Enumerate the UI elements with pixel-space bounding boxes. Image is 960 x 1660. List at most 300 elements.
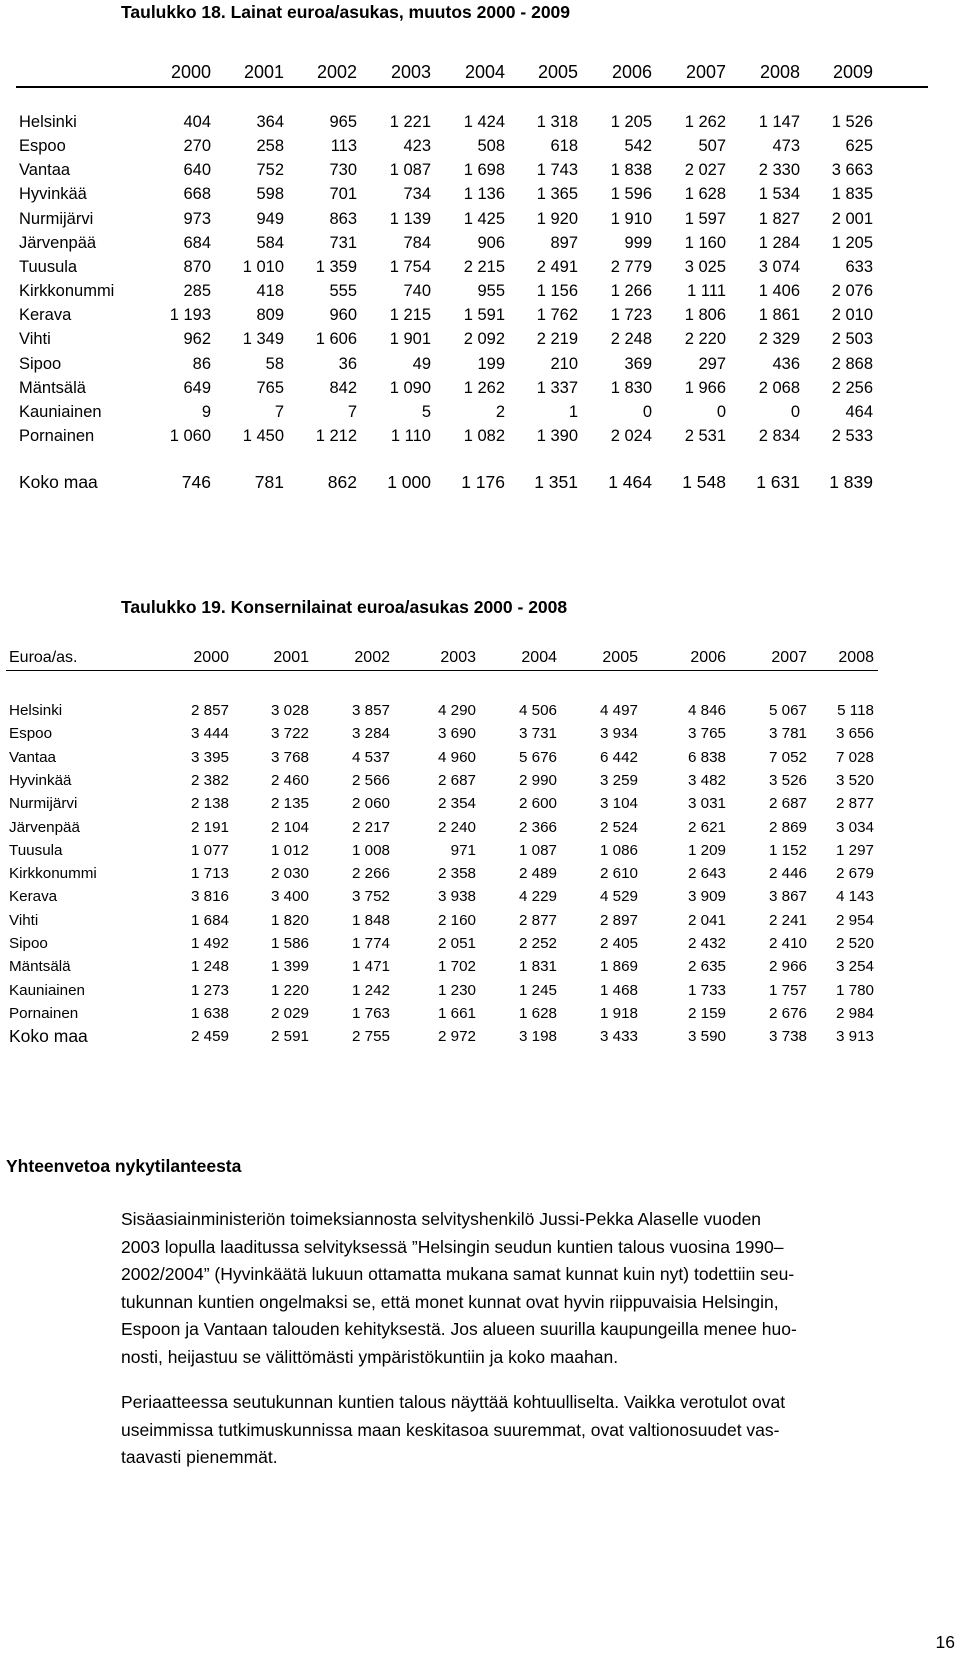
table18-cell: 2 248 [610, 330, 652, 349]
table18-cell: 49 [412, 354, 431, 373]
table19-cell: 2 489 [518, 865, 557, 883]
table19-cell: 3 433 [599, 1028, 638, 1046]
table19-row-label: Kauniainen [9, 981, 86, 999]
table18-year-header: 2004 [464, 62, 505, 82]
table19-row [6, 958, 878, 982]
table19-cell: 2 191 [190, 818, 229, 836]
table19-cell: 2 524 [599, 818, 638, 836]
table18-cell: 906 [477, 233, 505, 252]
table18-row-label: Sipoo [19, 354, 62, 373]
table19-cell: 2 643 [687, 865, 726, 883]
table18-cell: 1 966 [684, 378, 726, 397]
table18-row [16, 306, 928, 331]
table18-year-header: 2009 [832, 62, 873, 82]
table19-cell: 1 471 [351, 958, 390, 976]
table18-cell: 1 205 [610, 113, 652, 131]
table19-cell: 2 954 [835, 911, 874, 929]
table18-row [16, 355, 928, 380]
table19-row-label: Hyvinkää [9, 771, 72, 789]
table19-cell: 3 867 [768, 888, 807, 906]
table18-cell: 2 [495, 402, 505, 421]
table19-cell: 1 220 [270, 981, 309, 999]
table19-cell: 3 034 [835, 818, 874, 836]
table19-cell: 2 241 [768, 911, 807, 929]
table19-cell: 1 399 [270, 958, 309, 976]
table19-row [6, 912, 878, 936]
table18-cell: 2 076 [831, 282, 873, 301]
table19-cell: 2 984 [835, 1004, 874, 1022]
table19-cell: 3 254 [835, 958, 874, 976]
table19-row [6, 772, 878, 796]
table18-cell: 2 531 [684, 426, 726, 445]
table19-cell: 2 405 [599, 935, 638, 952]
table18-row-label: Pornainen [19, 426, 95, 445]
table19-cell: 2 060 [351, 795, 390, 813]
table18-cell: 731 [329, 233, 357, 252]
table18-cell: 1 597 [684, 209, 726, 228]
table19-cell: 3 028 [270, 702, 309, 719]
table18-cell: 960 [329, 306, 357, 325]
table18-cell: 1 698 [463, 161, 505, 180]
table19-cell: 7 028 [835, 748, 874, 766]
table19-cell: 1 273 [190, 981, 229, 999]
table18-cell: 1 596 [610, 185, 652, 204]
table18-row-label: Kirkkonummi [19, 282, 115, 301]
table19-cell: 3 520 [835, 771, 874, 789]
table19-cell: 2 566 [351, 771, 390, 789]
table19-cell: 2 217 [351, 818, 390, 836]
table18-cell: 1 464 [608, 472, 652, 492]
table18-cell: 36 [338, 354, 357, 373]
table19-cell: 3 857 [351, 702, 390, 719]
table18-cell: 1 910 [610, 209, 652, 228]
table18-cell: 999 [624, 233, 652, 252]
table18-cell: 870 [183, 257, 211, 276]
table19-cell: 2 446 [768, 865, 807, 883]
table18-row-label: Järvenpää [19, 233, 97, 252]
table19-cell: 3 752 [351, 888, 390, 906]
table19-cell: 1 684 [190, 911, 229, 929]
table19-cell: 2 358 [437, 865, 476, 883]
table18-cell: 1 743 [536, 161, 578, 180]
table18-cell: 1 136 [463, 185, 505, 204]
table18-cell: 684 [183, 233, 211, 252]
table18-row [16, 379, 928, 404]
table19-row [6, 982, 878, 1006]
table18-cell: 618 [550, 137, 578, 156]
table18-cell: 0 [790, 402, 800, 421]
table19-cell: 1 733 [687, 981, 726, 999]
table18-cell: 1 450 [242, 426, 284, 445]
table19-year-header: 2001 [273, 649, 309, 666]
table19-cell: 2 755 [351, 1028, 390, 1046]
table19-cell: 1 152 [768, 841, 807, 859]
table19-cell: 4 506 [518, 702, 557, 719]
table18-year-header: 2002 [316, 62, 357, 82]
table18-cell: 1 205 [831, 233, 873, 252]
table19-cell: 5 067 [768, 702, 807, 719]
table18-cell: 1 [568, 402, 578, 421]
table18-year-header: 2000 [170, 62, 211, 82]
table18-cell: 86 [192, 354, 211, 373]
table18-cell: 1 754 [389, 257, 431, 276]
table19-cell: 1 848 [351, 911, 390, 929]
table19-row [6, 888, 878, 912]
table18-row [16, 427, 928, 452]
table19-year-header: 2007 [771, 649, 807, 666]
table19-cell: 2 104 [270, 818, 309, 836]
table19-cell: 3 722 [270, 725, 309, 743]
table18-cell: 58 [265, 354, 284, 373]
table18-cell: 809 [256, 306, 284, 325]
table19-cell: 3 198 [518, 1028, 557, 1046]
table18-cell: 1 139 [389, 209, 431, 228]
table19-cell: 971 [450, 841, 476, 859]
table19-cell: 3 765 [687, 725, 726, 743]
table18-cell: 640 [183, 161, 211, 180]
table18-cell: 2 092 [463, 330, 505, 349]
table18-row-label: Kerava [19, 306, 72, 325]
table18-cell: 740 [403, 282, 431, 301]
table19-cell: 3 690 [437, 725, 476, 743]
table18-cell: 842 [329, 378, 357, 397]
table19-cell: 2 460 [270, 771, 309, 789]
table19-cell: 3 938 [437, 888, 476, 906]
table19-cell: 2 410 [768, 935, 807, 952]
table18-cell: 752 [256, 161, 284, 180]
table18-cell: 598 [256, 185, 284, 204]
table18-cell: 781 [254, 472, 284, 492]
table18-cell: 404 [183, 113, 211, 131]
table18-cell: 962 [183, 330, 211, 349]
table19-cell: 5 118 [837, 702, 874, 719]
table18-cell: 507 [698, 137, 726, 156]
table18-cell: 1 082 [463, 426, 505, 445]
table18-cell: 1 839 [829, 472, 873, 492]
table19-cell: 2 972 [437, 1028, 476, 1046]
table18-cell: 1 631 [756, 472, 800, 492]
table18-cell: 2 027 [684, 161, 726, 180]
table18-header [16, 60, 928, 88]
table19-cell: 2 138 [190, 795, 229, 813]
table19-year-header: 2004 [521, 649, 557, 666]
table19-row-label: Pornainen [9, 1004, 79, 1022]
table18-cell: 0 [642, 402, 652, 421]
table18-cell: 863 [329, 209, 357, 228]
table19-cell: 1 008 [351, 841, 390, 859]
table18-cell: 1 830 [610, 378, 652, 397]
table19-row-label: Sipoo [9, 935, 48, 952]
table19-year-header: 2000 [193, 649, 229, 666]
paragraph-line: 2003 lopulla laaditussa selvityksessä ”Helsingin seudun kuntien talous vuosina 1990– [121, 1236, 784, 1257]
table19-title: Taulukko 19. Konsernilainat euroa/asukas 2000 - 2008 [121, 597, 568, 617]
table19-cell: 2 160 [437, 911, 476, 929]
table18-row [16, 234, 928, 259]
paragraph-line: Periaatteessa seutukunnan kuntien talous näyttää kohtuulliselta. Vaikka verotulot ovat [121, 1392, 786, 1412]
table18-cell: 555 [329, 282, 357, 301]
table18-cell: 897 [550, 233, 578, 252]
table18-row-label: Vihti [19, 330, 51, 349]
table19-cell: 2 252 [518, 935, 557, 952]
table19-cell: 1 820 [270, 911, 309, 929]
table18-cell: 1 087 [389, 161, 431, 180]
table18-cell: 730 [329, 161, 357, 180]
table18-cell: 701 [329, 185, 357, 204]
table18-cell: 364 [256, 113, 284, 131]
table19-row-label: Espoo [9, 725, 53, 743]
table18-cell: 625 [845, 137, 873, 156]
table19-cell: 2 382 [190, 771, 229, 789]
table18-cell: 1 215 [389, 306, 431, 325]
table19-cell: 1 297 [835, 841, 874, 859]
table19-row-label: Mäntsälä [9, 958, 71, 976]
table19-row [6, 842, 878, 866]
table19-cell: 1 087 [518, 841, 557, 859]
paragraph-line: 2002/2004” (Hyvinkäätä lukuun ottamatta mukana samat kunnat kuin nyt) todettiin seu- [121, 1264, 795, 1284]
table18-row [16, 210, 928, 235]
table18-cell: 1 351 [534, 472, 578, 492]
table19-cell: 3 816 [190, 888, 229, 906]
table19-cell: 1 713 [190, 865, 229, 883]
table19-cell: 2 687 [768, 795, 807, 813]
table19-cell: 2 621 [687, 818, 726, 836]
table18-cell: 3 663 [831, 161, 873, 180]
table19-row-label: Kirkkonummi [9, 865, 97, 883]
table18-cell: 473 [772, 137, 800, 156]
table18-row-label: Helsinki [19, 113, 77, 131]
table18-cell: 1 806 [684, 306, 726, 325]
table19-cell: 2 897 [599, 911, 638, 929]
table18-row [16, 137, 928, 162]
table18-cell: 1 266 [610, 282, 652, 301]
paragraph-line: Espoon ja Vantaan talouden kehityksestä. Jos alueen suurilla kaupungeilla menee huo- [121, 1319, 797, 1339]
table19-cell: 1 831 [518, 958, 557, 976]
table19-year-header: 2003 [440, 649, 476, 666]
table18-cell: 784 [403, 233, 431, 252]
table19-total-row [6, 1028, 878, 1052]
table18-cell: 1 110 [390, 426, 431, 445]
table19-row [6, 935, 878, 959]
paragraph-line: useimmissa tutkimuskunnissa maan keskitasoa suuremmat, ovat valtionosuudet vas- [121, 1419, 780, 1440]
table19-cell: 4 960 [437, 748, 476, 766]
table19-cell: 4 290 [437, 702, 476, 719]
table18-cell: 1 526 [831, 113, 873, 131]
table19-cell: 2 240 [437, 818, 476, 836]
table19-cell: 3 781 [768, 725, 807, 743]
table19-cell: 1 012 [270, 841, 309, 859]
table19-cell: 2 687 [437, 771, 476, 789]
table18-cell: 199 [477, 354, 505, 373]
table18-cell: 633 [845, 257, 873, 276]
table19-cell: 1 869 [599, 958, 638, 976]
table18-year-header: 2006 [611, 62, 652, 82]
table19-cell: 3 738 [768, 1028, 807, 1046]
table19-row [6, 1005, 878, 1029]
table18-cell: 1 827 [758, 209, 800, 228]
table19-cell: 1 586 [270, 935, 309, 952]
table18-cell: 584 [256, 233, 284, 252]
table19-cell: 3 731 [518, 725, 557, 743]
table19-cell: 2 877 [518, 911, 557, 929]
table18-cell: 2 491 [536, 257, 578, 276]
table18-row-label: Hyvinkää [19, 185, 87, 204]
table19-row [6, 865, 878, 889]
table19-cell: 3 909 [687, 888, 726, 906]
table18-cell: 2 330 [758, 161, 800, 180]
table19-cell: 3 259 [599, 771, 638, 789]
table18-row-label: Nurmijärvi [19, 209, 94, 228]
table19-cell: 4 497 [599, 702, 638, 719]
table19-cell: 1 242 [351, 981, 390, 999]
table18-cell: 1 176 [461, 472, 505, 492]
table18-cell: 436 [772, 354, 800, 373]
table18-cell: 1 835 [831, 185, 873, 204]
table18-cell: 542 [624, 137, 652, 156]
table18-row-label: Espoo [19, 137, 66, 156]
table18-header-rule [16, 86, 928, 88]
table18-cell: 862 [327, 472, 357, 492]
table18-row [16, 258, 928, 283]
table18-cell: 1 318 [536, 113, 578, 131]
table18-year-header: 2003 [390, 62, 431, 82]
table19-cell: 1 086 [599, 841, 638, 859]
table19-year-header: 2002 [354, 649, 390, 666]
table19-cell: 1 702 [437, 958, 476, 976]
table18-cell: 1 534 [758, 185, 800, 204]
table19-cell: 6 442 [599, 748, 638, 766]
table18-row-label: Vantaa [19, 161, 71, 180]
table19-cell: 1 661 [437, 1004, 476, 1022]
table18-cell: 1 591 [463, 306, 505, 325]
table18-cell: 423 [403, 137, 431, 156]
table18-cell: 3 025 [684, 257, 726, 276]
table18-cell: 297 [698, 354, 726, 373]
table18-cell: 285 [183, 282, 211, 301]
table18-cell: 1 212 [315, 426, 357, 445]
table18-cell: 2 533 [831, 426, 873, 445]
table19-row [6, 795, 878, 819]
table18-cell: 955 [477, 282, 505, 301]
table18-year-header: 2005 [537, 62, 578, 82]
table18-cell: 649 [183, 378, 211, 397]
table18-cell: 1 262 [684, 113, 726, 131]
table18-cell: 210 [550, 354, 578, 373]
table18-cell: 949 [256, 209, 284, 228]
table18-cell: 2 868 [831, 354, 873, 373]
table19-row-label: Kerava [9, 888, 58, 906]
table19-cell: 2 432 [687, 935, 726, 952]
table19-cell: 4 537 [351, 748, 390, 766]
table18-cell: 1 723 [610, 306, 652, 325]
table18-row [16, 185, 928, 210]
table18-cell: 464 [845, 402, 873, 421]
table18-row [16, 161, 928, 186]
table19-cell: 1 780 [835, 981, 874, 999]
table19-cell: 2 610 [599, 865, 638, 883]
page-number: 16 [935, 1632, 955, 1652]
table19-row [6, 819, 878, 843]
table18-cell: 1 425 [463, 209, 505, 228]
table19-cell: 1 245 [518, 981, 557, 999]
table19-cell: 3 284 [351, 725, 390, 743]
table18-cell: 1 762 [536, 306, 578, 325]
table18-total-row [16, 472, 928, 497]
table18-cell: 734 [403, 185, 431, 204]
table18-cell: 1 349 [242, 330, 284, 349]
table18-cell: 5 [421, 402, 431, 421]
table18-cell: 1 920 [536, 209, 578, 228]
table19-cell: 2 041 [687, 911, 726, 929]
table19-cell: 7 052 [768, 748, 807, 766]
table18-cell: 1 628 [684, 185, 726, 204]
table18-cell: 668 [183, 185, 211, 204]
table18-row [16, 330, 928, 355]
table18-cell: 1 359 [315, 257, 357, 276]
table18-cell: 2 215 [463, 257, 505, 276]
table18-cell: 2 220 [684, 330, 726, 349]
table19-cell: 2 676 [768, 1004, 807, 1022]
table18-cell: 1 838 [610, 161, 652, 180]
table18-cell: 3 074 [758, 257, 800, 276]
table18-cell: 508 [477, 137, 505, 156]
table19-cell: 4 143 [835, 888, 874, 906]
table19-cell: 3 104 [599, 795, 638, 813]
table18-title: Taulukko 18. Lainat euroa/asukas, muutos 2000 - 2009 [121, 2, 571, 22]
table18-year-header: 2007 [685, 62, 726, 82]
summary-heading: Yhteenvetoa nykytilanteesta [6, 1156, 242, 1176]
table18-cell: 9 [201, 402, 211, 421]
table18-row [16, 282, 928, 307]
table19-cell: 3 768 [270, 748, 309, 766]
table19-row-label: Helsinki [9, 702, 63, 719]
table19-cell: 2 869 [768, 818, 807, 836]
table18-cell: 7 [347, 402, 357, 421]
summary-paragraph-1 [121, 1206, 949, 1371]
table19-cell: 2 600 [518, 795, 557, 813]
table19-cell: 2 366 [518, 818, 557, 836]
table18-cell: 1 424 [463, 113, 505, 131]
table18-cell: 2 834 [758, 426, 800, 445]
table18-cell: 1 193 [169, 306, 211, 325]
table19-cell: 3 400 [270, 888, 309, 906]
table19-row [6, 749, 878, 773]
table19-cell: 2 877 [835, 795, 874, 813]
table19-cell: 2 966 [768, 958, 807, 976]
table19-year-header: 2008 [838, 649, 874, 666]
table19-cell: 3 395 [190, 748, 229, 766]
table19-header [6, 648, 878, 672]
table18-row-label: Mäntsälä [19, 378, 86, 397]
table19-cell: 2 679 [835, 865, 874, 883]
table19-row-label: Vantaa [9, 748, 57, 766]
table19-cell: 1 774 [351, 935, 390, 952]
table19-cell: 1 628 [518, 1004, 557, 1022]
table18-cell: 1 861 [758, 306, 800, 325]
table18-cell: 1 606 [315, 330, 357, 349]
table18-year-header: 2001 [243, 62, 284, 82]
table19-cell: 3 444 [190, 725, 229, 743]
table19-row [6, 702, 878, 726]
table19-cell: 1 468 [599, 981, 638, 999]
table18-row [16, 113, 928, 138]
table19-year-header: 2005 [602, 649, 638, 666]
table18-cell: 0 [716, 402, 726, 421]
table18-cell: 973 [183, 209, 211, 228]
table18-cell: 1 160 [684, 233, 726, 252]
paragraph-line: tukunnan kuntien ongelmaksi se, että monet kunnat ovat hyvin riippuvaisia Helsingin, [121, 1291, 779, 1312]
paragraph-line: Sisäasiainministeriön toimeksiannosta selvityshenkilö Jussi-Pekka Alaselle vuoden [121, 1209, 762, 1229]
table19-cell: 1 248 [190, 958, 229, 976]
